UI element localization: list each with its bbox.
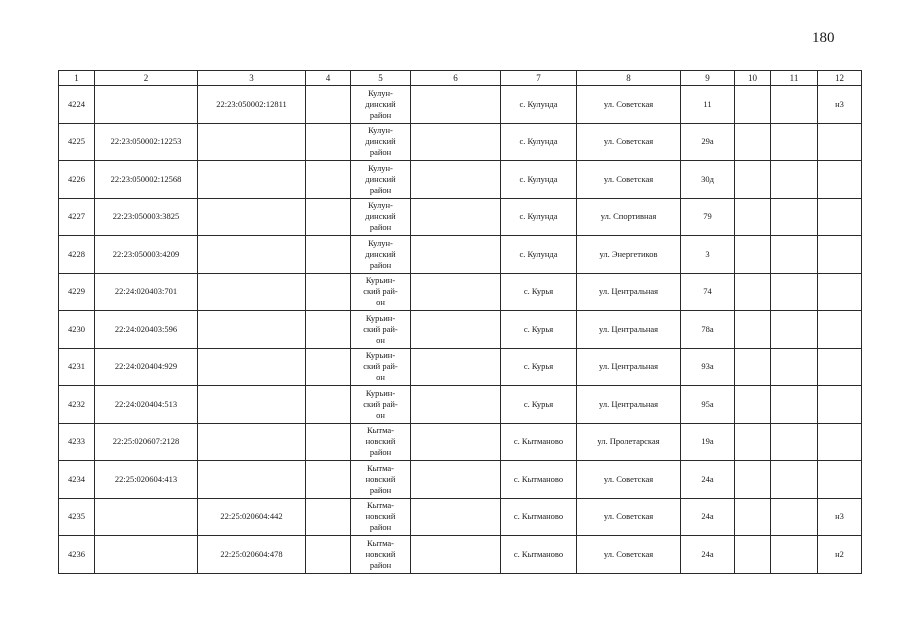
note-cell: н2 [818,536,862,574]
district-cell: Кулун- динский район [351,123,411,161]
row-number-cell: 4235 [59,498,95,536]
table-row [59,386,862,424]
district-cell: Курьин- ский рай- он [351,311,411,349]
col-6-cell [411,86,501,124]
col-4-cell [306,386,351,424]
col-4-cell [306,311,351,349]
row-number-cell: 4236 [59,536,95,574]
column-header: 12 [818,71,862,86]
cadastral-number-alt-cell [198,161,306,199]
col-4-cell [306,273,351,311]
col-6-cell [411,386,501,424]
cadastral-number-alt-cell: 22:25:020604:478 [198,536,306,574]
note-cell [818,348,862,386]
col-6-cell [411,423,501,461]
house-number-cell: 78а [681,311,735,349]
house-number-cell: 95а [681,386,735,424]
district-cell: Кытма- новский район [351,423,411,461]
settlement-cell: с. Кытманово [501,498,577,536]
row-number-cell: 4229 [59,273,95,311]
row-number-cell: 4226 [59,161,95,199]
column-header: 9 [681,71,735,86]
cadastral-number-cell: 22:23:050003:4209 [95,236,198,274]
house-number-cell: 24а [681,498,735,536]
district-cell: Кулун- динский район [351,161,411,199]
col-6-cell [411,536,501,574]
col-10-cell [735,311,771,349]
col-6-cell [411,198,501,236]
col-6-cell [411,123,501,161]
cadastral-number-cell: 22:24:020403:701 [95,273,198,311]
col-10-cell [735,161,771,199]
col-10-cell [735,86,771,124]
settlement-cell: с. Кытманово [501,423,577,461]
street-cell: ул. Центральная [577,386,681,424]
table-row [59,461,862,499]
cadastral-number-cell: 22:24:020404:929 [95,348,198,386]
note-cell [818,273,862,311]
row-number-cell: 4230 [59,311,95,349]
col-11-cell [771,498,818,536]
cadastral-number-alt-cell [198,236,306,274]
note-cell [818,198,862,236]
col-10-cell [735,123,771,161]
col-11-cell [771,273,818,311]
table-row [59,161,862,199]
table-row [59,311,862,349]
house-number-cell: 24а [681,536,735,574]
col-11-cell [771,311,818,349]
street-cell: ул. Советская [577,536,681,574]
settlement-cell: с. Курья [501,348,577,386]
cadastral-number-alt-cell [198,273,306,311]
note-cell [818,311,862,349]
col-10-cell [735,461,771,499]
col-4-cell [306,198,351,236]
col-6-cell [411,161,501,199]
cadastral-number-cell [95,86,198,124]
table-header-row [59,71,862,86]
note-cell: н3 [818,498,862,536]
registry-table [58,70,862,574]
cadastral-number-alt-cell [198,423,306,461]
house-number-cell: 3 [681,236,735,274]
col-10-cell [735,348,771,386]
cadastral-number-cell: 22:25:020604:413 [95,461,198,499]
district-cell: Курьин- ский рай- он [351,386,411,424]
house-number-cell: 30д [681,161,735,199]
col-6-cell [411,273,501,311]
house-number-cell: 79 [681,198,735,236]
col-10-cell [735,498,771,536]
row-number-cell: 4227 [59,198,95,236]
cadastral-number-cell: 22:23:050003:3825 [95,198,198,236]
column-header: 8 [577,71,681,86]
col-10-cell [735,536,771,574]
cadastral-number-alt-cell: 22:23:050002:12811 [198,86,306,124]
column-header: 3 [198,71,306,86]
note-cell [818,386,862,424]
col-11-cell [771,461,818,499]
street-cell: ул. Спортивная [577,198,681,236]
street-cell: ул. Центральная [577,273,681,311]
street-cell: ул. Пролетарская [577,423,681,461]
row-number-cell: 4234 [59,461,95,499]
cadastral-number-cell [95,536,198,574]
col-11-cell [771,161,818,199]
cadastral-number-alt-cell [198,348,306,386]
col-10-cell [735,273,771,311]
column-header: 11 [771,71,818,86]
street-cell: ул. Энергетиков [577,236,681,274]
column-header: 6 [411,71,501,86]
settlement-cell: с. Кулунда [501,236,577,274]
settlement-cell: с. Кулунда [501,161,577,199]
row-number-cell: 4224 [59,86,95,124]
cadastral-number-cell [95,498,198,536]
cadastral-number-cell: 22:23:050002:12253 [95,123,198,161]
cadastral-number-alt-cell [198,386,306,424]
column-header: 2 [95,71,198,86]
row-number-cell: 4228 [59,236,95,274]
col-11-cell [771,536,818,574]
col-4-cell [306,86,351,124]
district-cell: Кытма- новский район [351,461,411,499]
house-number-cell: 11 [681,86,735,124]
col-10-cell [735,423,771,461]
house-number-cell: 93а [681,348,735,386]
district-cell: Кытма- новский район [351,498,411,536]
settlement-cell: с. Кытманово [501,461,577,499]
note-cell [818,236,862,274]
district-cell: Кулун- динский район [351,236,411,274]
col-11-cell [771,423,818,461]
district-cell: Кытма- новский район [351,536,411,574]
note-cell [818,461,862,499]
house-number-cell: 24а [681,461,735,499]
table-row [59,236,862,274]
col-4-cell [306,498,351,536]
col-10-cell [735,198,771,236]
cadastral-number-cell: 22:23:050002:12568 [95,161,198,199]
street-cell: ул. Советская [577,161,681,199]
cadastral-number-alt-cell [198,311,306,349]
col-10-cell [735,386,771,424]
note-cell [818,123,862,161]
district-cell: Кулун- динский район [351,198,411,236]
cadastral-number-alt-cell [198,198,306,236]
note-cell [818,161,862,199]
table-row [59,423,862,461]
settlement-cell: с. Курья [501,273,577,311]
col-4-cell [306,348,351,386]
table-body [59,71,862,574]
col-11-cell [771,198,818,236]
row-number-cell: 4231 [59,348,95,386]
cadastral-number-alt-cell [198,461,306,499]
street-cell: ул. Советская [577,461,681,499]
settlement-cell: с. Кулунда [501,123,577,161]
cadastral-number-cell: 22:24:020403:596 [95,311,198,349]
column-header: 10 [735,71,771,86]
col-4-cell [306,536,351,574]
street-cell: ул. Советская [577,123,681,161]
col-4-cell [306,123,351,161]
column-header: 1 [59,71,95,86]
settlement-cell: с. Кулунда [501,86,577,124]
settlement-cell: с. Кулунда [501,198,577,236]
col-4-cell [306,423,351,461]
street-cell: ул. Центральная [577,348,681,386]
row-number-cell: 4232 [59,386,95,424]
table-row [59,123,862,161]
district-cell: Кулун- динский район [351,86,411,124]
settlement-cell: с. Кытманово [501,536,577,574]
table-row [59,86,862,124]
col-11-cell [771,386,818,424]
settlement-cell: с. Курья [501,311,577,349]
col-11-cell [771,123,818,161]
column-header: 5 [351,71,411,86]
table-row [59,198,862,236]
street-cell: ул. Центральная [577,311,681,349]
col-11-cell [771,86,818,124]
col-6-cell [411,311,501,349]
col-6-cell [411,498,501,536]
district-cell: Курьин- ский рай- он [351,348,411,386]
page-number: 180 [812,30,835,46]
col-6-cell [411,236,501,274]
col-11-cell [771,236,818,274]
note-cell: н3 [818,86,862,124]
col-10-cell [735,236,771,274]
house-number-cell: 74 [681,273,735,311]
table-row [59,348,862,386]
col-4-cell [306,161,351,199]
column-header: 7 [501,71,577,86]
street-cell: ул. Советская [577,498,681,536]
row-number-cell: 4233 [59,423,95,461]
row-number-cell: 4225 [59,123,95,161]
table-row [59,498,862,536]
table-row [59,273,862,311]
house-number-cell: 29а [681,123,735,161]
cadastral-number-alt-cell [198,123,306,161]
cadastral-number-cell: 22:24:020404:513 [95,386,198,424]
cadastral-number-cell: 22:25:020607:2128 [95,423,198,461]
district-cell: Курьин- ский рай- он [351,273,411,311]
col-4-cell [306,236,351,274]
col-4-cell [306,461,351,499]
street-cell: ул. Советская [577,86,681,124]
note-cell [818,423,862,461]
cadastral-number-alt-cell: 22:25:020604:442 [198,498,306,536]
house-number-cell: 19а [681,423,735,461]
col-6-cell [411,348,501,386]
col-11-cell [771,348,818,386]
table-row [59,536,862,574]
column-header: 4 [306,71,351,86]
col-6-cell [411,461,501,499]
settlement-cell: с. Курья [501,386,577,424]
